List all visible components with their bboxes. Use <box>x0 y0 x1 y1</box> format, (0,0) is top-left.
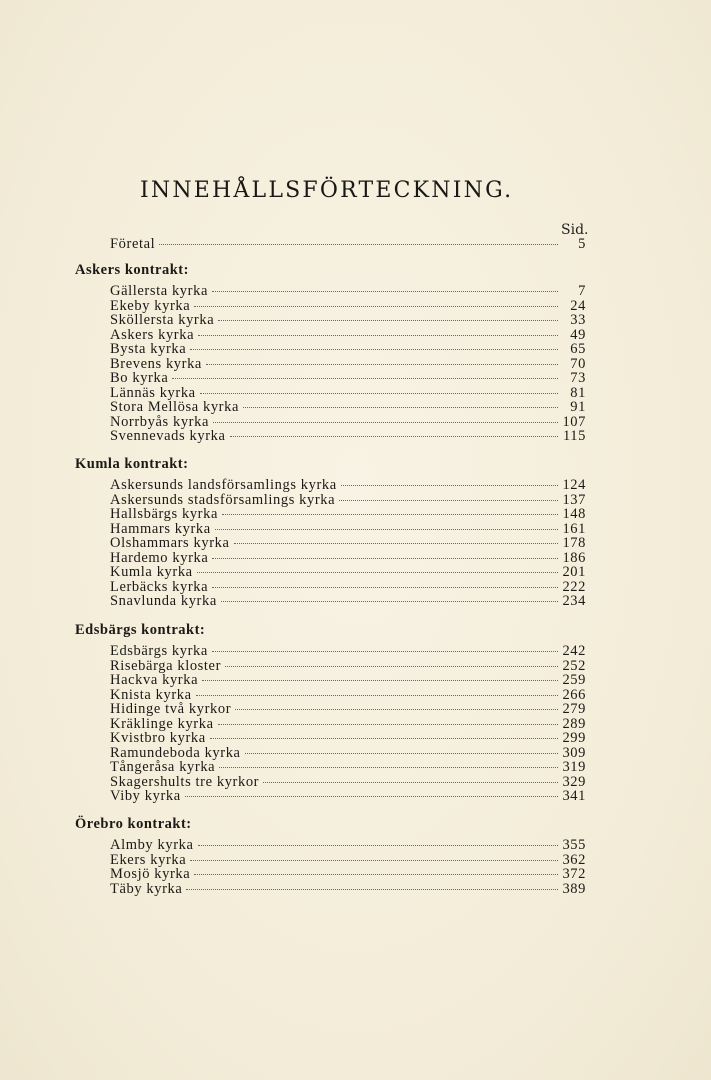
page-column-header: Sid. <box>561 222 589 238</box>
toc-entry-page: 372 <box>562 866 586 882</box>
toc-entry <box>110 775 586 790</box>
toc-entry-page: 279 <box>562 701 586 717</box>
toc-entry <box>110 478 586 493</box>
dot-leader <box>219 767 558 768</box>
toc-entry-label: Ramundeboda kyrka <box>110 744 241 761</box>
toc-entry-page: 234 <box>562 593 586 609</box>
toc-entry-label: Askers kyrka <box>110 326 195 343</box>
toc-entry-page: 329 <box>562 773 586 790</box>
toc-entry-label: Askersunds landsförsamlings kyrka <box>110 477 337 493</box>
toc-entry-page: 299 <box>562 730 586 746</box>
toc-entry-page: 355 <box>562 837 586 853</box>
toc-entry-label: Skagershults tre kyrkor <box>110 773 260 790</box>
toc-entry-page: 91 <box>570 399 586 415</box>
toc-entry-page: 65 <box>570 341 586 357</box>
toc-entry <box>110 400 586 415</box>
dot-leader <box>185 796 558 797</box>
dot-leader <box>212 558 558 559</box>
page-title: INNEHÅLLSFÖRTECKNING. <box>140 178 514 203</box>
section-heading: Askers kontrakt: <box>75 262 189 278</box>
toc-entry <box>110 536 586 551</box>
toc-entry-page: 33 <box>570 312 586 328</box>
toc-entry-page: 81 <box>570 384 586 401</box>
toc-entry-page: 309 <box>562 744 586 761</box>
toc-entry-label: Viby kyrka <box>110 788 181 804</box>
dot-leader <box>218 320 558 321</box>
toc-entry <box>110 731 586 746</box>
dot-leader <box>225 666 558 667</box>
dot-leader <box>198 335 558 336</box>
dot-leader <box>212 651 558 652</box>
dot-leader <box>210 738 558 739</box>
toc-entry-label: Sköllersta kyrka <box>110 312 215 328</box>
toc-entry <box>110 342 586 357</box>
toc-entry-page: 115 <box>562 428 586 444</box>
dot-leader <box>190 860 558 861</box>
toc-entry-label: Mosjö kyrka <box>110 866 191 882</box>
dot-leader <box>339 500 558 501</box>
toc-entry <box>110 357 586 372</box>
toc-entry-page: 389 <box>562 880 586 897</box>
dot-leader <box>215 529 558 530</box>
dot-leader <box>341 485 558 486</box>
toc-entry <box>110 284 586 299</box>
toc-entry-label: Lännäs kyrka <box>110 384 196 401</box>
toc-entry-label: Hallsbärgs kyrka <box>110 506 218 522</box>
toc-entry-page: 148 <box>562 506 586 522</box>
toc-entry-page: 222 <box>562 578 586 595</box>
toc-entry-page: 161 <box>562 520 586 537</box>
toc-entry-label: Tångeråsa kyrka <box>110 759 216 775</box>
toc-entry-page: 186 <box>562 549 586 566</box>
toc-entry-label: Bo kyrka <box>110 370 169 386</box>
dot-leader <box>243 407 558 408</box>
dot-leader <box>213 422 558 423</box>
toc-entry-page: 178 <box>562 535 586 551</box>
toc-entry-page: 5 <box>578 236 586 252</box>
toc-entry-label: Kumla kyrka <box>110 564 193 580</box>
toc-entry-label: Kvistbro kyrka <box>110 730 206 746</box>
toc-entry <box>110 565 586 580</box>
toc-entry-page: 341 <box>562 788 586 804</box>
toc-entry-page: 259 <box>562 672 586 688</box>
toc-entry-page: 49 <box>570 326 586 343</box>
dot-leader <box>234 543 558 544</box>
toc-entry-page: 266 <box>562 686 586 703</box>
toc-entry-page: 252 <box>562 657 586 674</box>
dot-leader <box>206 364 558 365</box>
toc-entry-label: Lerbäcks kyrka <box>110 578 209 595</box>
dot-leader <box>212 587 558 588</box>
toc-entry-label: Ekers kyrka <box>110 851 187 868</box>
toc-entry-page: 242 <box>562 643 586 659</box>
toc-entry-label: Brevens kyrka <box>110 355 202 372</box>
toc-entry-page: 73 <box>570 370 586 386</box>
dot-leader <box>194 874 558 875</box>
toc-entry-page: 124 <box>562 477 586 493</box>
toc-entry <box>110 371 586 386</box>
toc-entry-label: Gällersta kyrka <box>110 283 208 299</box>
toc-entry <box>110 867 586 882</box>
dot-leader <box>230 436 558 437</box>
toc-entry <box>110 507 586 522</box>
dot-leader <box>172 378 558 379</box>
toc-entry-label: Hackva kyrka <box>110 672 199 688</box>
toc-entry-label: Olshammars kyrka <box>110 535 230 551</box>
toc-entry-label: Stora Mellösa kyrka <box>110 399 239 415</box>
dot-leader <box>196 695 558 696</box>
toc-entry-label: Företal <box>110 236 156 252</box>
dot-leader <box>235 709 558 710</box>
toc-entry <box>110 882 586 897</box>
dot-leader <box>186 889 558 890</box>
toc-entry-label: Hardemo kyrka <box>110 549 209 566</box>
toc-entry-page: 7 <box>578 283 586 299</box>
toc-entry <box>110 838 586 853</box>
toc-entry-page: 24 <box>570 297 586 314</box>
toc-entry-label: Bysta kyrka <box>110 341 187 357</box>
toc-entry-label: Svennevads kyrka <box>110 428 226 444</box>
toc-entry-foretal <box>110 237 586 252</box>
toc-entry-label: Norrbyås kyrka <box>110 413 209 430</box>
toc-entry-label: Edsbärgs kyrka <box>110 643 208 659</box>
toc-entry-page: 289 <box>562 715 586 732</box>
dot-leader <box>190 349 558 350</box>
dot-leader <box>221 601 558 602</box>
dot-leader <box>200 393 558 394</box>
section-heading: Kumla kontrakt: <box>75 456 189 472</box>
toc-entry-label: Askersunds stadsförsamlings kyrka <box>110 491 336 508</box>
toc-entry-label: Kräklinge kyrka <box>110 715 214 732</box>
dot-leader <box>263 782 558 783</box>
toc-entry-page: 362 <box>562 851 586 868</box>
dot-leader <box>218 724 558 725</box>
toc-entry-page: 70 <box>570 355 586 372</box>
toc-entry-label: Hidinge två kyrkor <box>110 701 232 717</box>
dot-leader <box>198 845 558 846</box>
toc-entry-page: 319 <box>562 759 586 775</box>
toc-entry-page: 137 <box>562 491 586 508</box>
toc-entry-label: Almby kyrka <box>110 837 194 853</box>
dot-leader <box>245 753 558 754</box>
toc-entry-label: Ekeby kyrka <box>110 297 191 314</box>
section-heading: Edsbärgs kontrakt: <box>75 622 206 638</box>
toc-entry-label: Snavlunda kyrka <box>110 593 217 609</box>
dot-leader <box>212 291 558 292</box>
dot-leader <box>194 306 558 307</box>
toc-entry <box>110 313 586 328</box>
toc-entry-label: Hammars kyrka <box>110 520 211 537</box>
toc-entry-label: Knista kyrka <box>110 686 192 703</box>
dot-leader <box>197 572 558 573</box>
toc-entry <box>110 789 586 804</box>
toc-entry <box>110 594 586 609</box>
toc-entry-page: 107 <box>562 413 586 430</box>
toc-entry-page: 201 <box>562 564 586 580</box>
dot-leader <box>222 514 558 515</box>
toc-entry <box>110 429 586 444</box>
toc-entry <box>110 644 586 659</box>
toc-entry <box>110 673 586 688</box>
section-heading: Örebro kontrakt: <box>75 816 192 832</box>
dot-leader <box>159 244 558 245</box>
toc-entry <box>110 702 586 717</box>
toc-entry-label: Risebärga kloster <box>110 657 222 674</box>
toc-entry-label: Täby kyrka <box>110 880 183 897</box>
dot-leader <box>202 680 558 681</box>
toc-entry <box>110 760 586 775</box>
